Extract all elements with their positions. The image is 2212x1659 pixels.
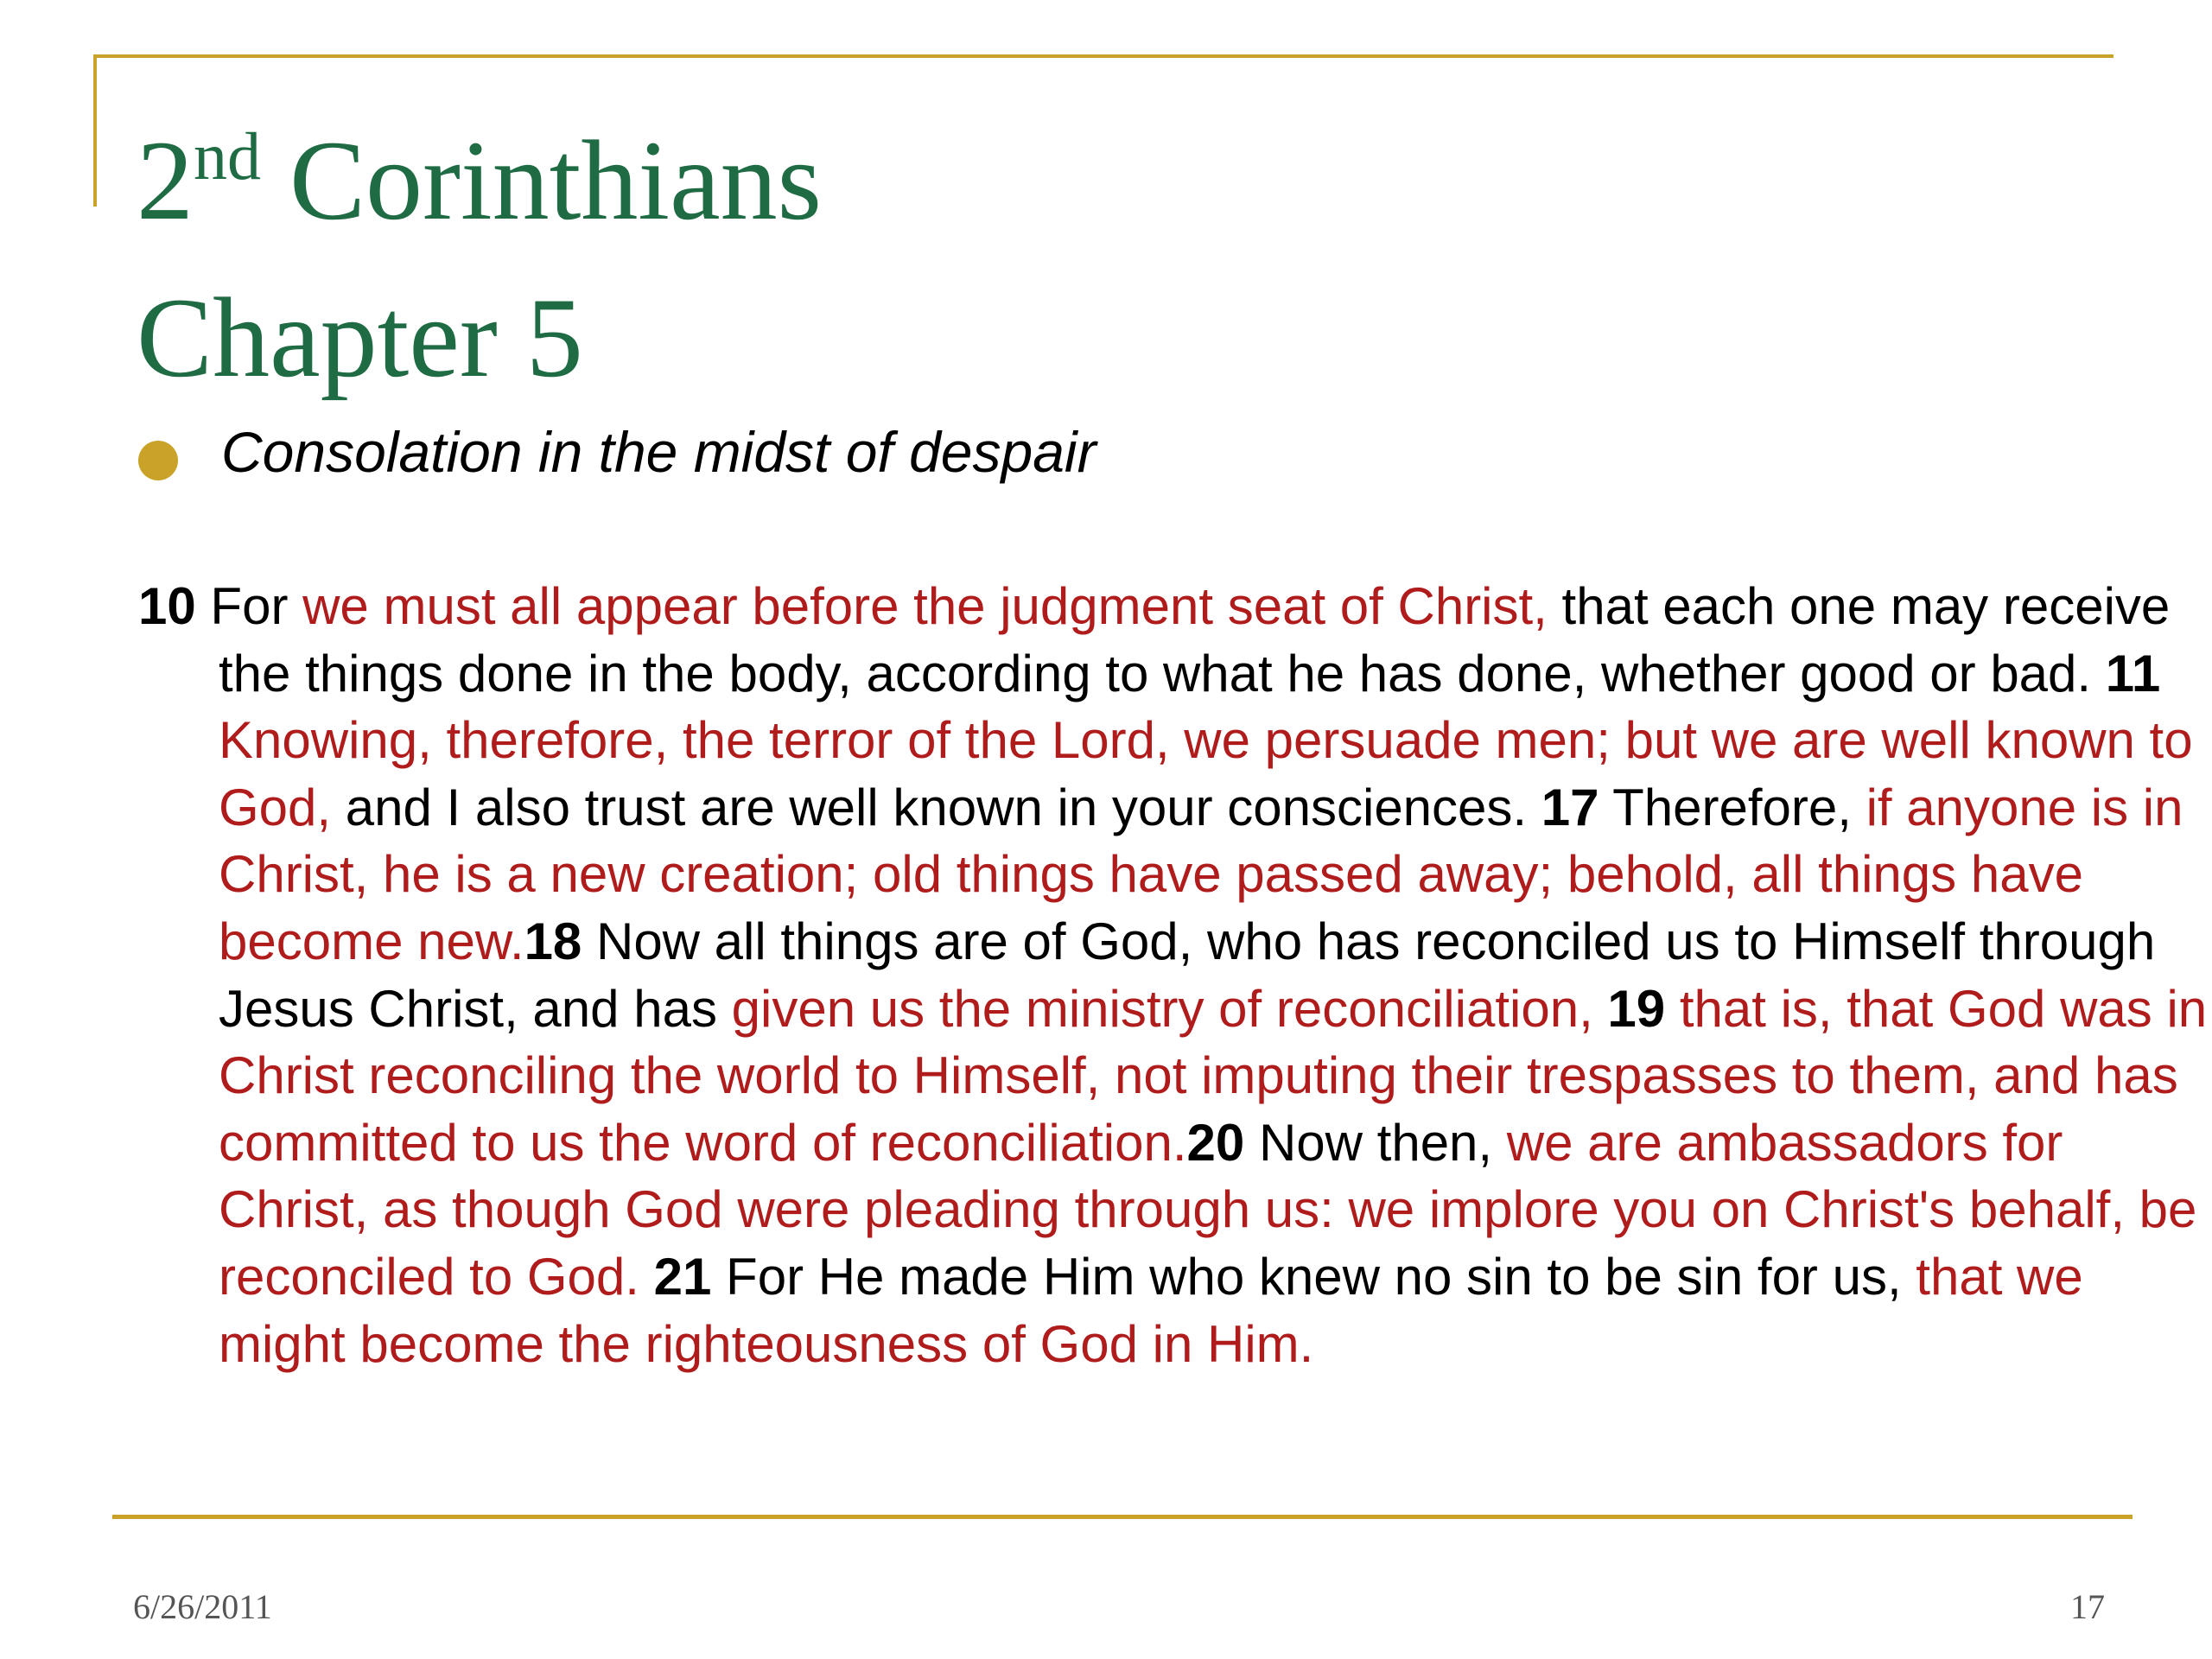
plain-text: Therefore, (1599, 778, 1866, 836)
plain-text (1593, 980, 1608, 1038)
plain-text: Now all things are of God, who has reconciled us to Himself through Jesus Christ, and has (219, 912, 2156, 1038)
plain-text (1665, 980, 1680, 1038)
bullet-text: Consolation in the midst of despair (221, 420, 1096, 484)
scripture-passage (138, 573, 2212, 1377)
verse-number: 19 (1607, 979, 1666, 1038)
plain-text: For (195, 577, 303, 635)
top-divider (93, 54, 2113, 58)
plain-text: that each one may receive the things done in the body, according to what he has done, whether good or bad. (219, 577, 2171, 702)
left-divider (93, 54, 97, 207)
highlighted-text: we must all appear before the judgment seat of Christ, (302, 577, 1548, 635)
verse-number: 18 (524, 912, 582, 970)
plain-text: For He made Him who knew no sin to be sin for us, (711, 1247, 1916, 1306)
highlighted-text: we are ambassadors for Christ, as though God were pleading through us: we implore you on Christ's behalf, be reconciled to God. (219, 1113, 2197, 1306)
bullet-dot-icon (138, 441, 178, 480)
plain-text: and I also trust are well known in your consciences. (331, 778, 1541, 836)
verse-number: 21 (653, 1247, 712, 1306)
slide-title (137, 102, 822, 416)
slide-number: 17 (2070, 1587, 2105, 1626)
plain-text: Now then, (1244, 1113, 1507, 1172)
footer-date: 6/26/2011 (133, 1587, 272, 1626)
verse-number: 10 (138, 577, 196, 635)
verse-number: 17 (1541, 778, 1599, 836)
highlighted-text: that we might become the righteousness of God in Him. (219, 1247, 2083, 1373)
highlighted-text: Knowing, therefore, the terror of the Lord, we persuade men; but we are well known to God, (219, 711, 2193, 836)
highlighted-text: if anyone is in Christ, he is a new creation; old things have passed away; behold, all things have become new. (219, 778, 2183, 970)
title-chapter: Chapter 5 (137, 274, 583, 401)
plain-text (639, 1248, 654, 1306)
verse-number: 20 (1186, 1113, 1245, 1172)
bottom-divider (112, 1515, 2133, 1519)
verse-number: 11 (2105, 644, 2161, 702)
title-book: Corinthians (261, 117, 822, 244)
title-number: 2 (137, 117, 194, 244)
highlighted-text: given us the ministry of reconciliation, (731, 979, 1593, 1038)
highlighted-text: that is, that God was in Christ reconciling the world to Himself, not imputing their trespasses to them, and has committed to us the word of reconciliation. (219, 979, 2208, 1172)
title-line-book (137, 102, 822, 259)
title-ordinal: nd (194, 118, 261, 194)
